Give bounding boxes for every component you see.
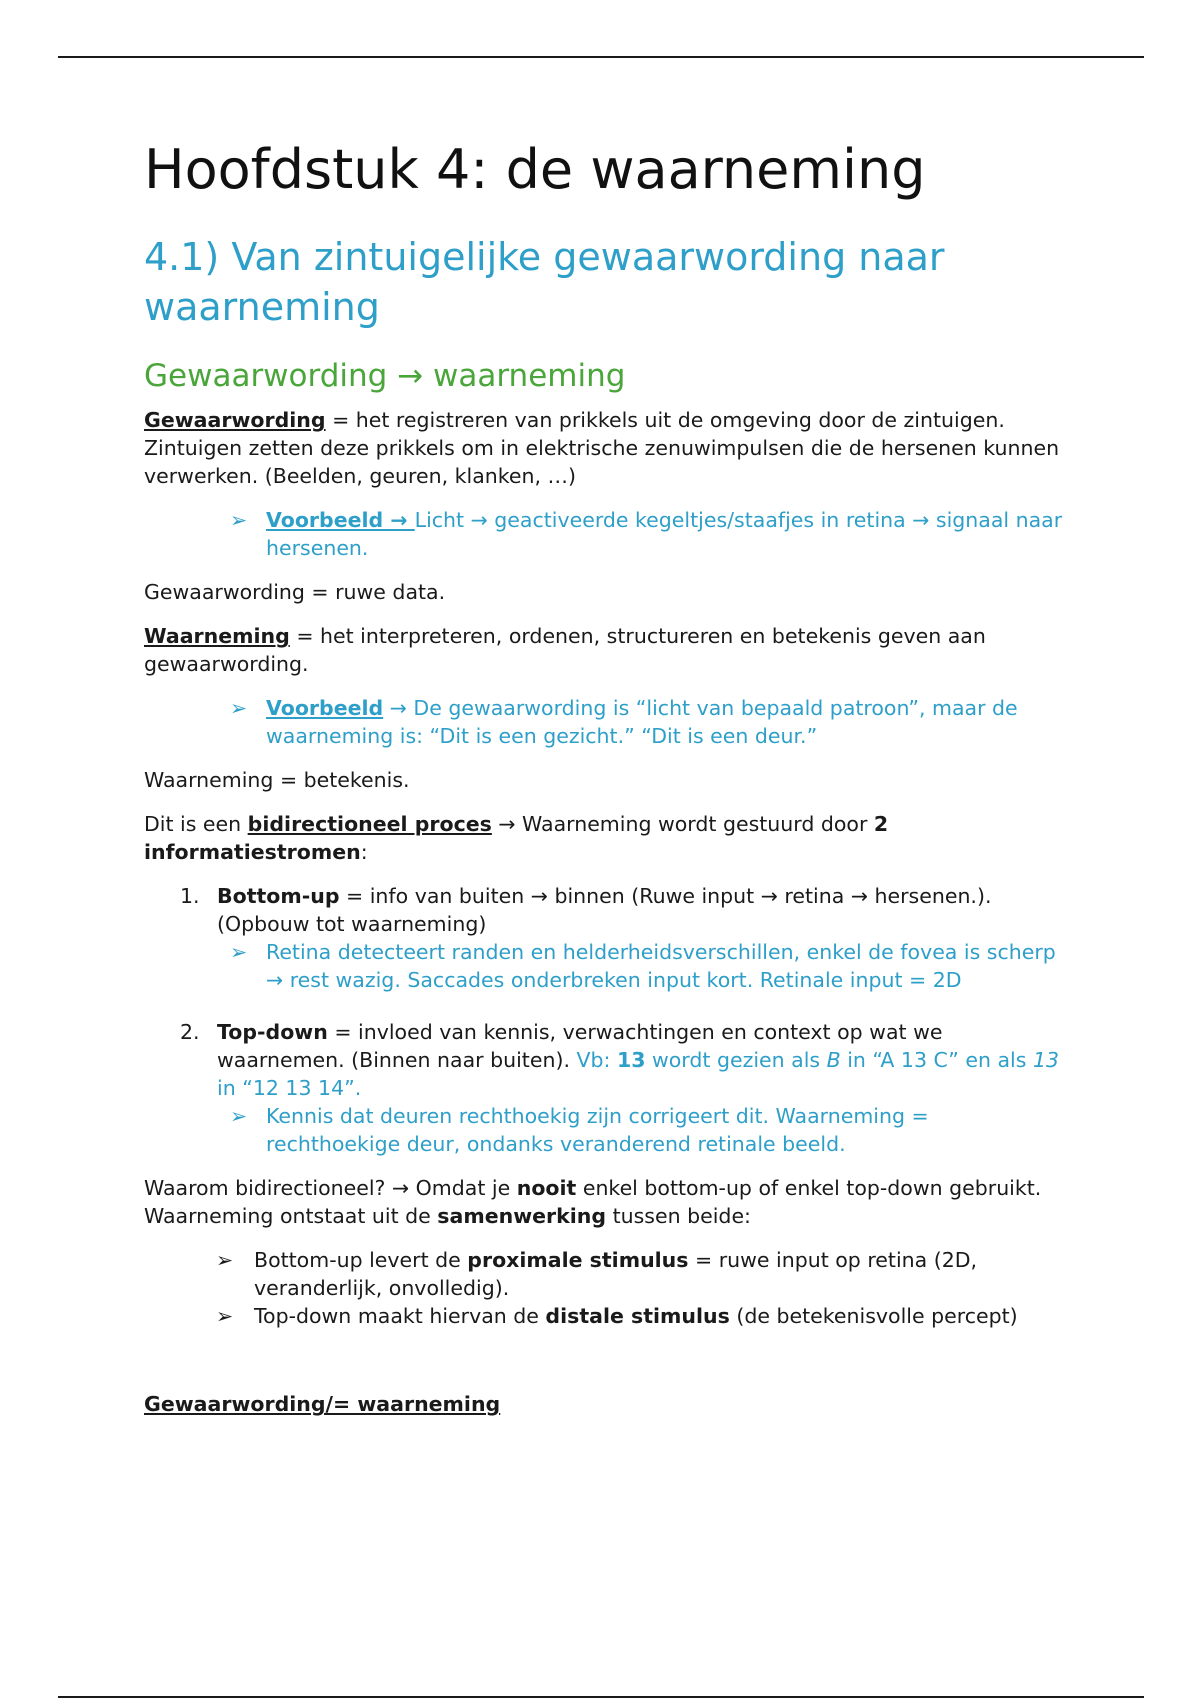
bullet-arrow-icon: ➢	[216, 1304, 234, 1329]
paragraph-meaning: Waarneming = betekenis.	[144, 768, 410, 793]
term-bidirectional: bidirectioneel proces	[247, 812, 492, 837]
example-bullet-1: ➢ Voorbeeld → Licht → geactiveerde kegeltjes/staafjes in retina → signaal naar hersenen.	[230, 508, 1063, 561]
bullet-proximal: ➢ Bottom-up levert de proximale stimulus = ruwe input op retina (2D, veranderlijk, onvolledig).	[216, 1248, 978, 1301]
term-bottom-up: Bottom-up	[217, 884, 340, 909]
example-label: Voorbeeld →	[266, 508, 415, 533]
list-item-top-down: 2. Top-down = invloed van kennis, verwachtingen en context op wat we waarnemen. (Binnen naar buiten). Vb: 13 wordt gezien als B in “A 13 C” en als 13 in “12 13 14”.	[180, 1020, 1060, 1101]
paragraph-gewaarwording: Gewaarwording = het registreren van prikkels uit de omgeving door de zintuigen. Zintuigen zetten deze prikkels om in elektrische zenuwimpulsen die de hersenen kunnen verwerken. (Beelden, geuren, klanken, …)	[144, 408, 1060, 489]
bullet-arrow-icon: ➢	[230, 508, 248, 533]
example-vb: Vb: 13 wordt gezien als B in “A 13 C” en als 13 in “12 13 14”.	[217, 1048, 1060, 1101]
paragraph-why-bidirectional: Waarom bidirectioneel? → Omdat je nooit enkel bottom-up of enkel top-down gebruikt. Waarneming ontstaat uit de samenwerking tussen beide:	[144, 1176, 1042, 1229]
example-label: Voorbeeld	[266, 696, 384, 721]
footer-rule	[58, 1696, 1144, 1698]
term-top-down: Top-down	[217, 1020, 328, 1045]
bullet-arrow-icon: ➢	[230, 696, 248, 721]
subsection-heading: Gewaarwording → waarneming	[144, 358, 626, 395]
bullet-distal: ➢ Top-down maakt hiervan de distale stimulus (de betekenisvolle percept)	[216, 1304, 1018, 1329]
sub-bullet-retina: ➢ Retina detecteert randen en helderheidsverschillen, enkel de fovea is scherp → rest wazig. Saccades onderbreken input kort. Retinale input = 2D	[230, 940, 1056, 993]
section-heading: 4.1) Van zintuigelijke gewaarwording naar waarneming	[144, 235, 945, 329]
bullet-arrow-icon: ➢	[230, 940, 248, 965]
heading-gewaarwording-vs-waarneming: Gewaarwording/= waarneming	[144, 1392, 501, 1417]
list-item-bottom-up: 1. Bottom-up = info van buiten → binnen (Ruwe input → retina → hersenen.). (Opbouw tot waarneming)	[180, 884, 992, 937]
example-bullet-2: ➢ Voorbeeld → De gewaarwording is “licht van bepaald patroon”, maar de waarneming is: “Dit is een gezicht.” “Dit is een deur.”	[230, 696, 1018, 749]
header-rule	[58, 56, 1144, 58]
sub-bullet-door: ➢ Kennis dat deuren rechthoekig zijn corrigeert dit. Waarneming = rechthoekige deur, ondanks veranderend retinale beeld.	[230, 1104, 929, 1157]
term-waarneming: Waarneming	[144, 624, 290, 649]
paragraph-bidirectional: Dit is een bidirectioneel proces → Waarneming wordt gestuurd door 2 informatiestromen:	[144, 812, 889, 865]
paragraph-raw-data: Gewaarwording = ruwe data.	[144, 580, 446, 605]
bullet-arrow-icon: ➢	[216, 1248, 234, 1273]
bullet-arrow-icon: ➢	[230, 1104, 248, 1129]
chapter-title: Hoofdstuk 4: de waarneming	[144, 138, 926, 201]
term-gewaarwording: Gewaarwording	[144, 408, 326, 433]
document-body	[144, 140, 1064, 1434]
paragraph-waarneming: Waarneming = het interpreteren, ordenen, structureren en betekenis geven aan gewaarwording.	[144, 624, 986, 677]
